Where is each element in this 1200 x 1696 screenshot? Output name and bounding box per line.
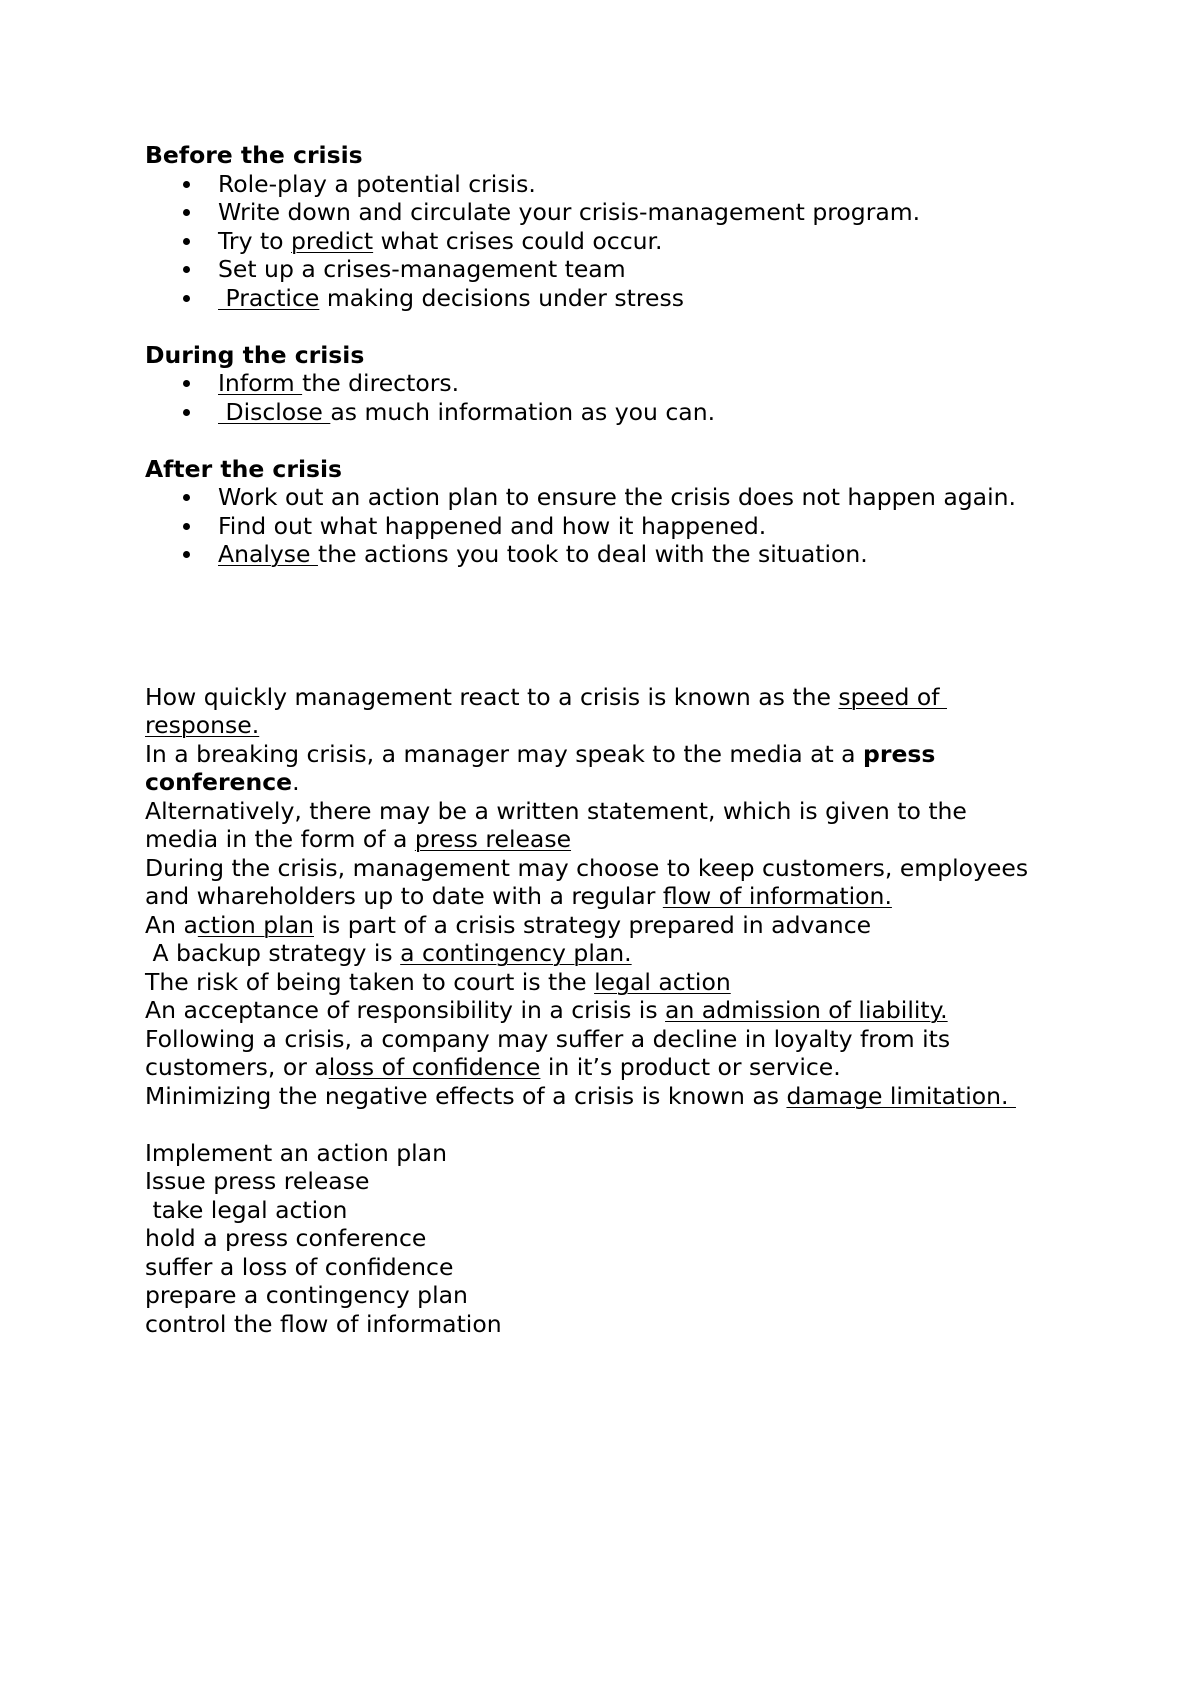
phrase-line: control the flow of information (145, 1309, 502, 1338)
underlined-term: Analyse (218, 540, 318, 568)
phrase-line: suffer a loss of confidence (145, 1252, 454, 1281)
underlined-term: flow of information. (662, 882, 892, 910)
definition-flow-line2: and whareholders up to date with a regular flow of information. (145, 882, 892, 910)
definition-legal: The risk of being taken to court is the legal action (145, 967, 731, 996)
list-item: Disclose as much information as you can. (145, 398, 1145, 427)
list-before-crisis (145, 170, 1145, 313)
definition-flow-line1: During the crisis, management may choose to keep customers, employees (145, 853, 1029, 882)
phrases-block (145, 1139, 1145, 1339)
underlined-term: speed of (838, 682, 947, 711)
underlined-term: loss of confidence (328, 1053, 541, 1081)
heading-during-crisis: During the crisis (145, 340, 365, 369)
bold-term: conference (145, 768, 293, 796)
phrase-line: Implement an action plan (145, 1138, 447, 1167)
list-during-crisis (145, 369, 1145, 426)
bold-term: press (863, 739, 936, 768)
list-after-crisis (145, 483, 1145, 569)
phrase-line: take legal action (145, 1195, 348, 1224)
definition-damage: Minimizing the negative effects of a crisis is known as damage limitation. (145, 1081, 1016, 1110)
definition-press-line1: In a breaking crisis, a manager may speak to the media at a press (145, 739, 936, 768)
definitions-block (145, 683, 1145, 1111)
heading-after-crisis: After the crisis (145, 454, 343, 483)
list-item: Write down and circulate your crisis-management program. (145, 198, 1145, 227)
list-item: Try to predict what crises could occur. (145, 227, 1145, 256)
underlined-term: press release (414, 825, 572, 853)
document-page (145, 141, 1145, 1338)
underlined-term: ction plan (197, 910, 314, 939)
list-item: Inform the directors. (145, 369, 1145, 398)
underlined-term: Inform (218, 369, 303, 397)
definition-liability: An acceptance of responsibility in a crisis is an admission of liability. (145, 996, 948, 1024)
list-item: Practice making decisions under stress (145, 284, 1145, 313)
phrase-line: prepare a contingency plan (145, 1281, 468, 1309)
definition-action-plan: An action plan is part of a crisis strategy prepared in advance (145, 910, 872, 939)
definition-loyalty-line2: customers, or aloss of confidence in it’s product or service. (145, 1053, 841, 1081)
list-item: Set up a crises-management team (145, 255, 1145, 284)
phrase-line: hold a press conference (145, 1224, 427, 1252)
definition-speed-line1: How quickly management react to a crisis is known as the speed of (145, 682, 947, 711)
underlined-term: Practice (218, 283, 320, 312)
heading-before-crisis: Before the crisis (145, 141, 363, 169)
phrase-line: Issue press release (145, 1167, 370, 1195)
list-item: Work out an action plan to ensure the crisis does not happen again. (145, 483, 1145, 512)
definition-loyalty-line1: Following a crisis, a company may suffer a decline in loyalty from its (145, 1024, 951, 1053)
underlined-term: Disclose (218, 397, 331, 426)
list-item: Find out what happened and how it happened. (145, 512, 1145, 541)
definition-release-line2: media in the form of a press release (145, 825, 572, 853)
underlined-term: a contingency plan. (400, 939, 632, 967)
underlined-term: damage limitation. (786, 1081, 1016, 1110)
list-item: Analyse the actions you took to deal with the situation. (145, 540, 1145, 569)
underlined-term: predict (291, 226, 374, 255)
definition-release-line1: Alternatively, there may be a written statement, which is given to the (145, 796, 967, 825)
definition-backup: A backup strategy is a contingency plan. (145, 939, 632, 967)
list-item: Role-play a potential crisis. (145, 170, 1145, 199)
underlined-term: response. (145, 711, 260, 739)
underlined-term: legal action (594, 967, 731, 996)
definition-speed-line2 (145, 711, 1145, 740)
underlined-term: an admission of liability. (665, 996, 948, 1024)
definition-press-line2: conference. (145, 768, 300, 796)
